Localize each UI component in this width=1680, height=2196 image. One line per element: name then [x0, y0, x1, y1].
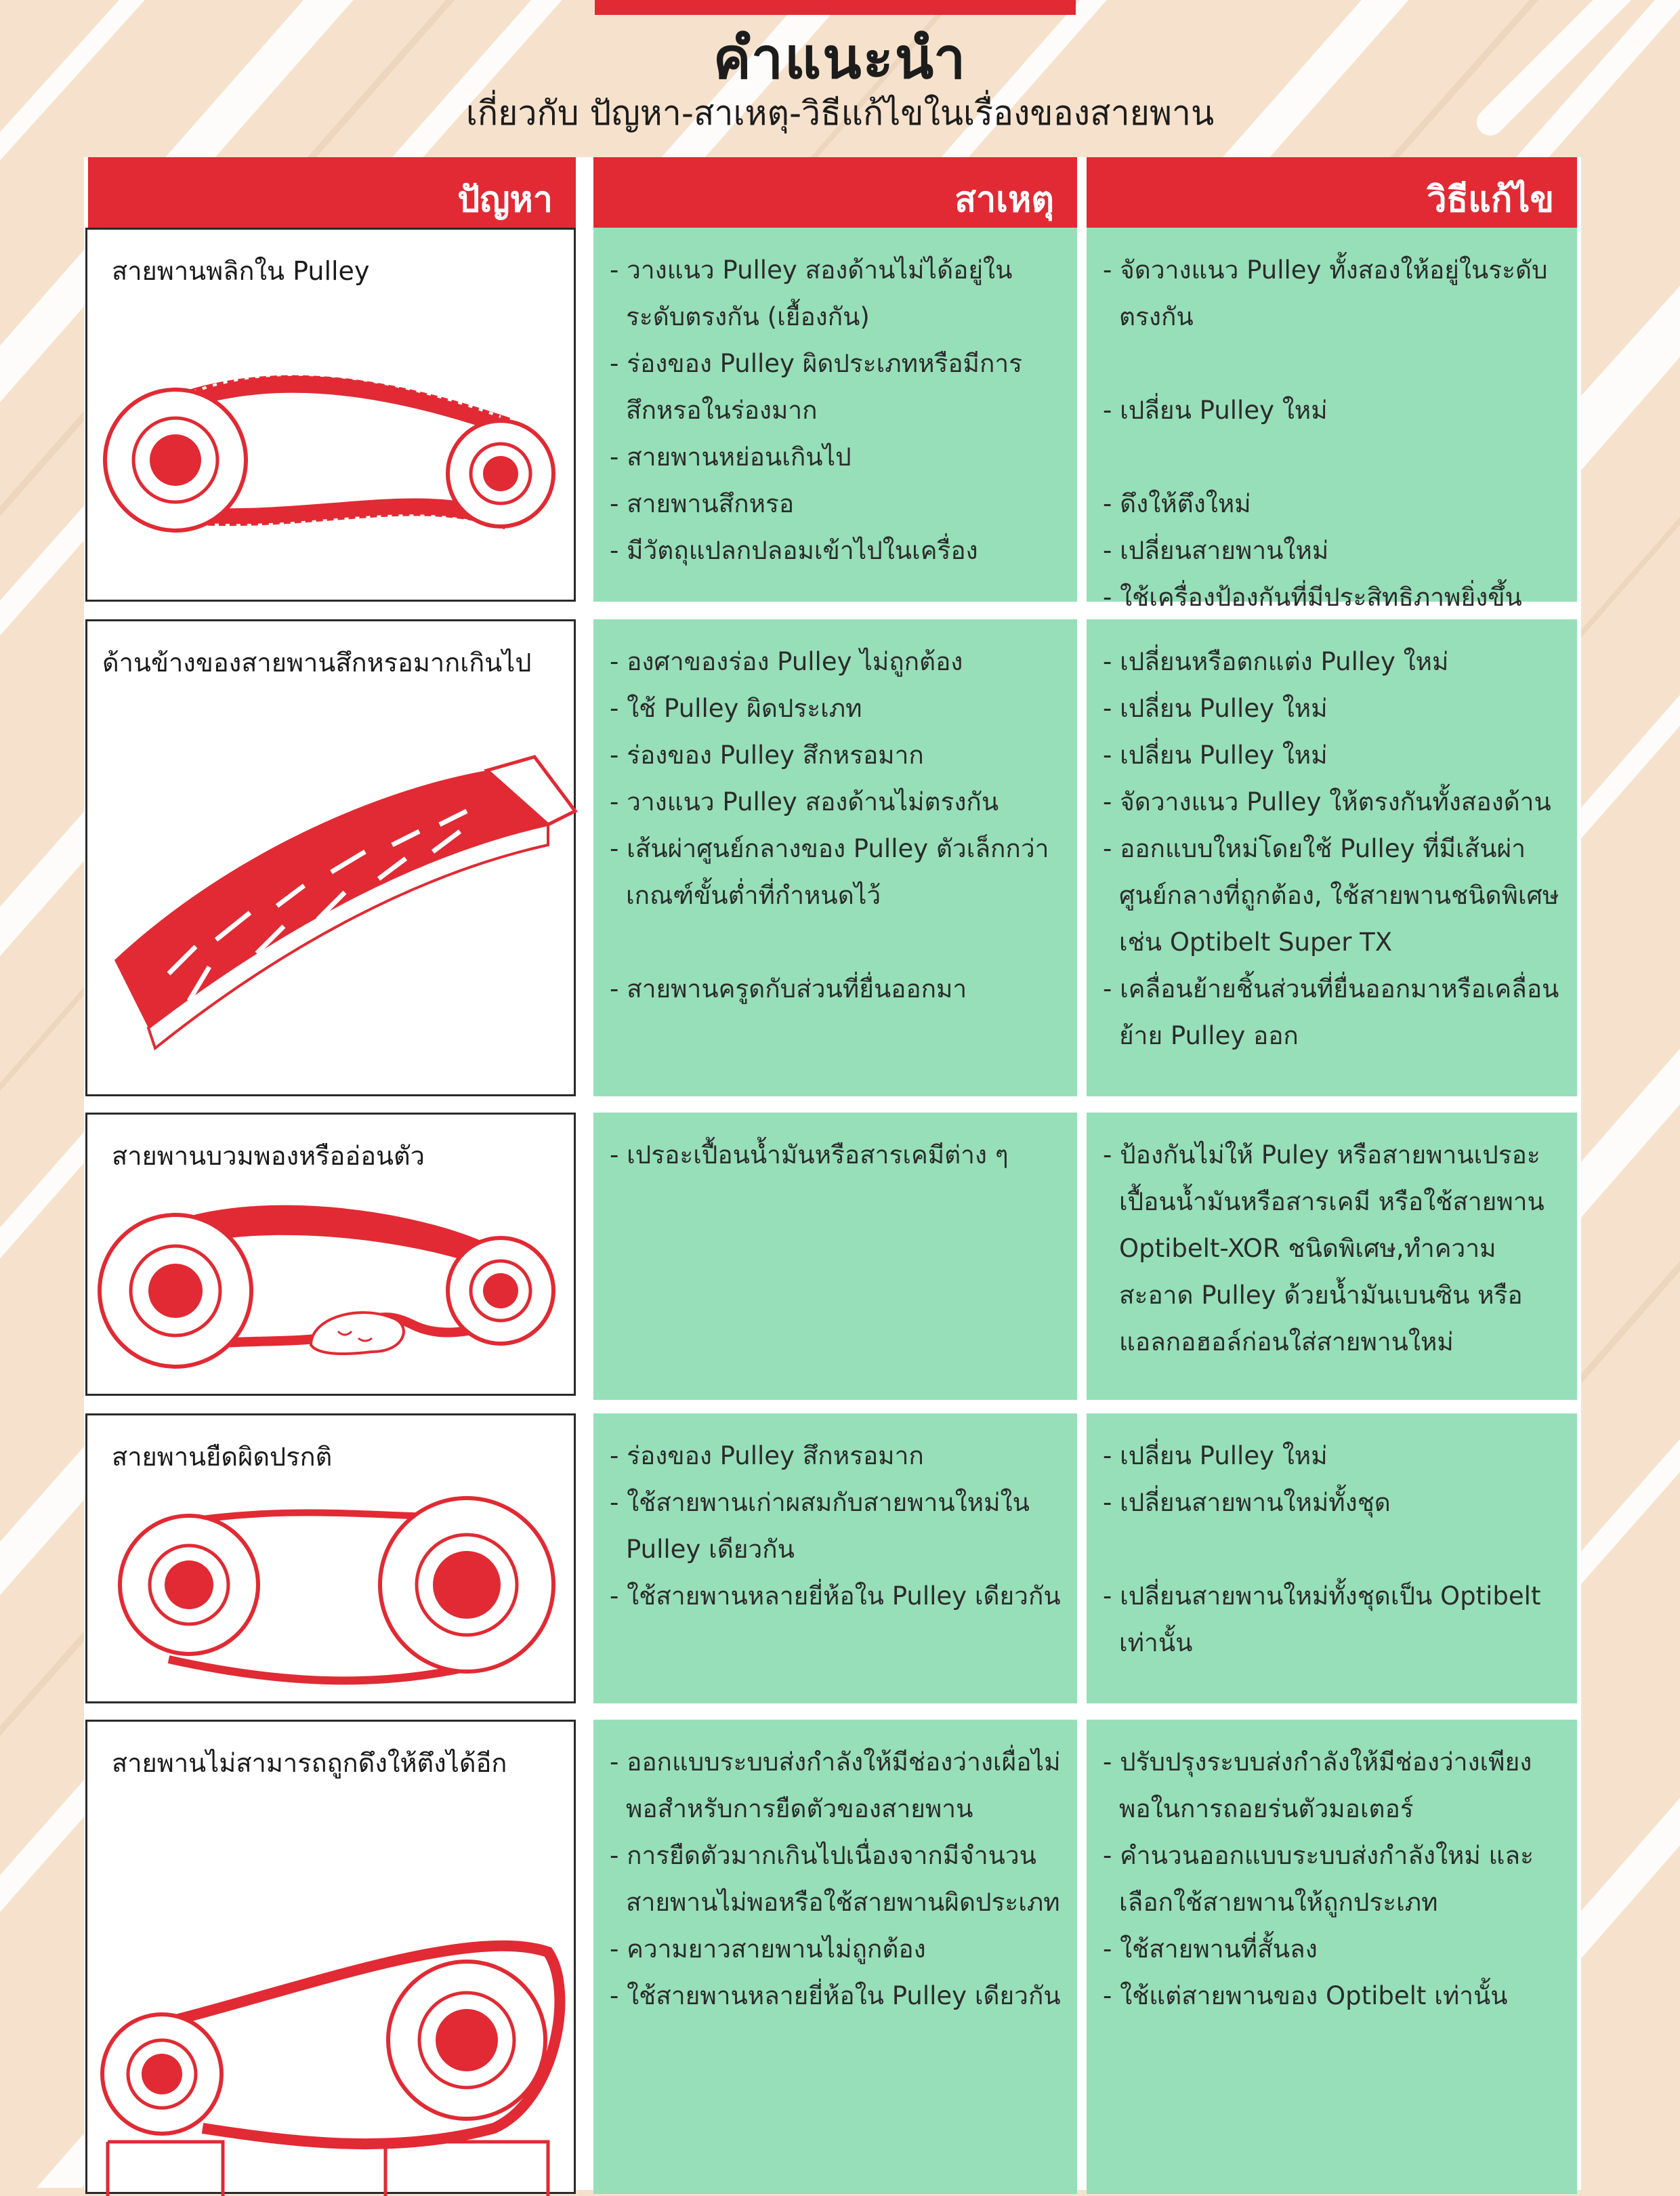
solution-item: - ใช้สายพานที่สั้นลง — [1103, 1934, 1318, 1964]
loose-belt-illustration — [87, 1722, 578, 2196]
solution-item: - เปลี่ยน Pulley ใหม่ — [1103, 396, 1328, 425]
cause-item: - ร่องของ Pulley สึกหรอมาก — [610, 1441, 924, 1470]
cause-item: - วางแนว Pulley สองด้านไม่ได้อยู่ในระดับตรงกัน (เยื้องกัน) — [610, 255, 1013, 331]
cause-item: - ใช้ Pulley ผิดประเภท — [610, 694, 862, 723]
problem-cell-3 — [85, 1113, 576, 1396]
cause-item: - ร่องของ Pulley สึกหรอมาก — [610, 741, 924, 770]
solution-item: - ปรับปรุงระบบส่งกำลังให้มีช่องว่างเพียงพอในการถอยร่นตัวมอเตอร์ — [1103, 1747, 1532, 1823]
solution-cell-5 — [1087, 1720, 1577, 2194]
belt-twisted-illustration — [87, 230, 578, 604]
header-cause: สาเหตุ — [593, 157, 1077, 228]
solution-item: - เปลี่ยน Pulley ใหม่ — [1103, 694, 1328, 723]
problem-cell-2 — [85, 619, 576, 1096]
cause-item: - ใช้สายพานเก่าผสมกับสายพานใหม่ใน Pulley เดียวกัน — [610, 1488, 1030, 1564]
cause-item: - สายพานครูดกับส่วนที่ยื่นออกมา — [610, 974, 967, 1003]
solution-item: - จัดวางแนว Pulley ทั้งสองให้อยู่ในระดับตรงกัน — [1103, 255, 1548, 331]
solution-item: - เปลี่ยนสายพานใหม่ทั้งชุดเป็น Optibelt เท่านั้น — [1103, 1581, 1541, 1657]
solution-cell-4 — [1087, 1413, 1577, 1703]
cause-item: - เปรอะเปื้อนน้ำมันหรือสารเคมีต่าง ๆ — [610, 1140, 1009, 1169]
cause-cell-5 — [593, 1720, 1077, 2194]
header-solution: วิธีแก้ไข — [1087, 157, 1577, 228]
page-title: คำแนะนำ — [713, 25, 967, 91]
cause-item: - องศาของร่อง Pulley ไม่ถูกต้อง — [610, 647, 963, 676]
solution-item: - เปลี่ยนสายพานใหม่ — [1103, 536, 1329, 565]
problem-cell-4 — [85, 1413, 576, 1703]
problem-cell-1 — [85, 228, 576, 602]
stretched-belt-illustration — [87, 1415, 578, 1705]
header-problem: ปัญหา — [88, 157, 576, 228]
solution-item: - เปลี่ยนสายพานใหม่ทั้งชุด — [1103, 1488, 1391, 1517]
cause-item: - สายพานสึกหรอ — [610, 489, 795, 518]
problem-title-3: สายพานบวมพองหรืออ่อนตัว — [112, 1141, 425, 1171]
problem-cell-5 — [85, 1720, 576, 2194]
problem-title-5: สายพานไม่สามารถถูกดึงให้ตึงได้อีก — [112, 1748, 507, 1778]
cause-item: - ออกแบบระบบส่งกำลังให้มีช่องว่างเผื่อไม่พอสำหรับการยืดตัวของสายพาน — [610, 1747, 1061, 1823]
cause-item: - วางแนว Pulley สองด้านไม่ตรงกัน — [610, 787, 999, 816]
problem-title-2: ด้านข้างของสายพานสึกหรอมากเกินไป — [102, 648, 532, 678]
cause-item: - ร่องของ Pulley ผิดประเภทหรือมีการสึกหรอในร่องมาก — [610, 349, 1023, 425]
cause-cell-1 — [593, 228, 1077, 602]
worn-belt-side-illustration — [87, 621, 578, 1098]
cause-item: - เส้นผ่าศูนย์กลางของ Pulley ตัวเล็กกว่าเกณฑ์ขั้นต่ำที่กำหนดไว้ — [610, 834, 1049, 910]
solution-item: - ป้องกันไม่ให้ Puley หรือสายพานเปรอะเปื้อนน้ำมันหรือสารเคมี หรือใช้สายพาน Optibelt-XOR ชนิดพิเศษ,ทำความสะอาด Pulley ด้วยน้ำมันเบนซิน หรือแอลกอฮอล์ก่อนใส่สายพานใหม่ — [1103, 1140, 1545, 1356]
solution-item: - เปลี่ยนหรือตกแต่ง Pulley ใหม่ — [1103, 647, 1449, 676]
solution-item: - ใช้เครื่องป้องกันที่มีประสิทธิภาพยิ่งขึ้น — [1103, 583, 1522, 612]
problem-title-4: สายพานยืดผิดปรกติ — [112, 1442, 333, 1472]
cause-item: - สายพานหย่อนเกินไป — [610, 442, 852, 472]
page-subtitle: เกี่ยวกับ ปัญหา-สาเหตุ-วิธีแก้ไขในเรื่องของสายพาน — [465, 94, 1215, 133]
solution-item: - ดึงให้ตึงใหม่ — [1103, 489, 1251, 518]
solution-item: - ออกแบบใหม่โดยใช้ Pulley ที่มีเส้นผ่าศูนย์กลางที่ถูกต้อง, ใช้สายพานชนิดพิเศษ เช่น Optibelt Super TX — [1103, 834, 1559, 957]
solution-item: - เปลี่ยน Pulley ใหม่ — [1103, 1441, 1328, 1470]
cause-item: - ใช้สายพานหลายยี่ห้อใน Pulley เดียวกัน — [610, 1981, 1061, 2010]
solution-cell-1 — [1087, 228, 1577, 612]
problem-title-1: สายพานพลิกใน Pulley — [112, 256, 370, 286]
cause-cell-2 — [593, 619, 1077, 1096]
swollen-belt-illustration — [87, 1115, 578, 1398]
cause-cell-3 — [593, 1113, 1077, 1400]
solution-cell-2 — [1087, 619, 1577, 1096]
solution-cell-3 — [1087, 1113, 1577, 1400]
cause-item: - มีวัตถุแปลกปลอมเข้าไปในเครื่อง — [610, 536, 978, 565]
cause-item: - ความยาวสายพานไม่ถูกต้อง — [610, 1934, 926, 1964]
solution-item: - เปลี่ยน Pulley ใหม่ — [1103, 741, 1328, 770]
solution-item: - ใช้แต่สายพานของ Optibelt เท่านั้น — [1103, 1981, 1508, 2010]
solution-item: - คำนวนออกแบบระบบส่งกำลังใหม่ และเลือกใช้สายพานให้ถูกประเภท — [1103, 1841, 1534, 1917]
cause-cell-4 — [593, 1413, 1077, 1703]
solution-item: - เคลื่อนย้ายชิ้นส่วนที่ยื่นออกมาหรือเคลื่อนย้าย Pulley ออก — [1103, 974, 1559, 1050]
cause-item: - การยืดตัวมากเกินไปเนื่องจากมีจำนวนสายพานไม่พอหรือใช้สายพานผิดประเภท — [610, 1841, 1060, 1917]
solution-item: - จัดวางแนว Pulley ให้ตรงกันทั้งสองด้าน — [1103, 787, 1551, 816]
cause-item: - ใช้สายพานหลายยี่ห้อใน Pulley เดียวกัน — [610, 1581, 1061, 1611]
